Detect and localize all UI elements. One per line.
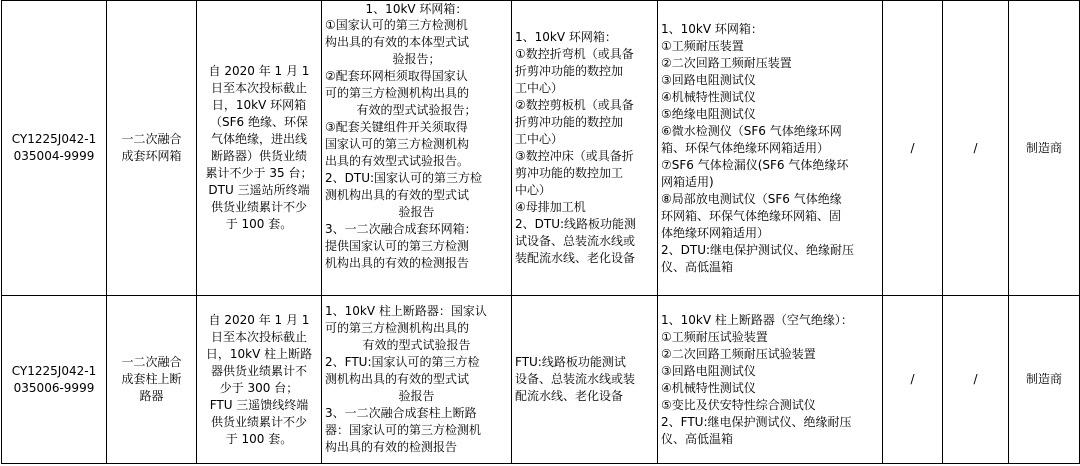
- material-code: CY1225J042-1 035004-9999: [2, 1, 107, 296]
- report-line: 出具的有效型式试验报告。: [325, 154, 470, 168]
- report-line: 有效的型式试验报告；: [356, 103, 477, 117]
- report-line: 3、一二次融合成套柱上断路: [325, 406, 477, 420]
- qualification-table: [1, 0, 1080, 464]
- report-line: 机构出具的有效的检测报告: [325, 256, 470, 270]
- report-line: 可的第三方检测机构出具的: [325, 86, 470, 100]
- report-line: 测机构出具的有效的型式试: [325, 372, 470, 386]
- report-line: 有效的型式试验报告: [362, 338, 471, 352]
- column-8-value: /: [943, 296, 1009, 464]
- column-7-value: /: [883, 296, 943, 464]
- report-line: 构出具的有效的检测报告: [325, 440, 458, 454]
- production-equipment: 1、10kV 环网箱： ①数控折弯机（或具备 折剪冲功能的数控加 工中心） ②数控剪板机（或具备 折剪冲功能的数控加 工中心） ③数控冲床（或具备折 剪冲功能的数控加工 中心） ④母排加工机 2、DTU:线路板功能测 试设备、总装流水线或 装配流水线、老化设备: [512, 1, 658, 296]
- supplier-type: 制造商: [1009, 296, 1080, 464]
- report-line: 测机构出具的有效的型式试: [325, 188, 470, 202]
- material-code: CY1225J042-1 035006-9999: [2, 296, 107, 464]
- report-line: 1、10kV 柱上断路器：国家认: [325, 304, 487, 318]
- report-line: 验报告；: [392, 52, 441, 66]
- report-line: 可的第三方检测机构出具的: [325, 321, 470, 335]
- report-line: 国家认可的第三方检测机构: [325, 137, 470, 151]
- product-name: 一二次融合 成套环网箱: [107, 1, 197, 296]
- table-row: [2, 296, 1080, 464]
- table-row: [2, 1, 1080, 296]
- column-7-value: /: [883, 1, 943, 296]
- report-line: ③配套关键组件开关须取得: [325, 120, 468, 134]
- test-equipment: 1、10kV 柱上断路器（空气绝缘）： ①工频耐压试验装置 ②二次回路工频耐压试验装置 ③回路电阻测试仪 ④机械特性测试仪 ⑤变比及伏安特性综合测试仪 2、FTU:继电保护测试仪、绝缘耐压 仪、高低温箱: [658, 296, 883, 464]
- report-line: ②配套环网柜须取得国家认: [325, 69, 468, 83]
- performance-requirement: 自 2020 年 1 月 1 日至本次投标截止 日，10kV 柱上断路 器供货业绩累计不 少于 300 台； FTU 三遥馈线终端 供货业绩累计不少 于 100 套。: [197, 296, 322, 464]
- report-line: 1、10kV 环网箱：: [365, 2, 468, 16]
- report-line: 2、DTU:国家认可的第三方检: [325, 171, 483, 185]
- report-line: 器：国家认可的第三方检测机: [325, 423, 482, 437]
- production-equipment: FTU:线路板功能测试 设备、总装流水线或装 配流水线、老化设备: [512, 296, 658, 464]
- report-line: 2、FTU:国家认可的第三方检: [325, 355, 480, 369]
- report-line: ①国家认可的第三方检测机: [325, 18, 468, 32]
- test-report-requirement: [322, 1, 512, 296]
- report-line: 提供国家认可的第三方检测: [325, 239, 470, 253]
- performance-requirement: 自 2020 年 1 月 1 日至本次投标截止 日，10kV 环网箱 （SF6 绝缘、环保 气体绝缘，进出线 断路器）供货业绩 累计不少于 35 台； DTU 三遥站所终端 供货业绩累计不少 于 100 套。: [197, 1, 322, 296]
- test-report-requirement: [322, 296, 512, 464]
- report-line: 3、一二次融合成套环网箱：: [325, 222, 477, 236]
- product-name: 一二次融合 成套柱上断 路器: [107, 296, 197, 464]
- report-line: 构出具的有效的本体型式试: [325, 35, 470, 49]
- supplier-type: 制造商: [1009, 1, 1080, 296]
- column-8-value: /: [943, 1, 1009, 296]
- report-line: 验报告: [398, 389, 435, 403]
- report-line: 验报告: [398, 205, 435, 219]
- test-equipment: 1、10kV 环网箱： ①工频耐压装置 ②二次回路工频耐压装置 ③回路电阻测试仪 ④机械特性测试仪 ⑤绝缘电阻测试仪 ⑥微水检测仪（SF6 气体绝缘环网 箱、环保气体绝缘环网箱适用） ⑦SF6 气体检漏仪(SF6 气体绝缘环 网箱适用) ⑧局部放电测试仪（SF6 气体绝缘 环网箱、环保气体绝缘环网箱、固 体绝缘环网箱适用） 2、DTU:继电保护测试仪、绝缘耐压 仪、高低温箱: [658, 1, 883, 296]
